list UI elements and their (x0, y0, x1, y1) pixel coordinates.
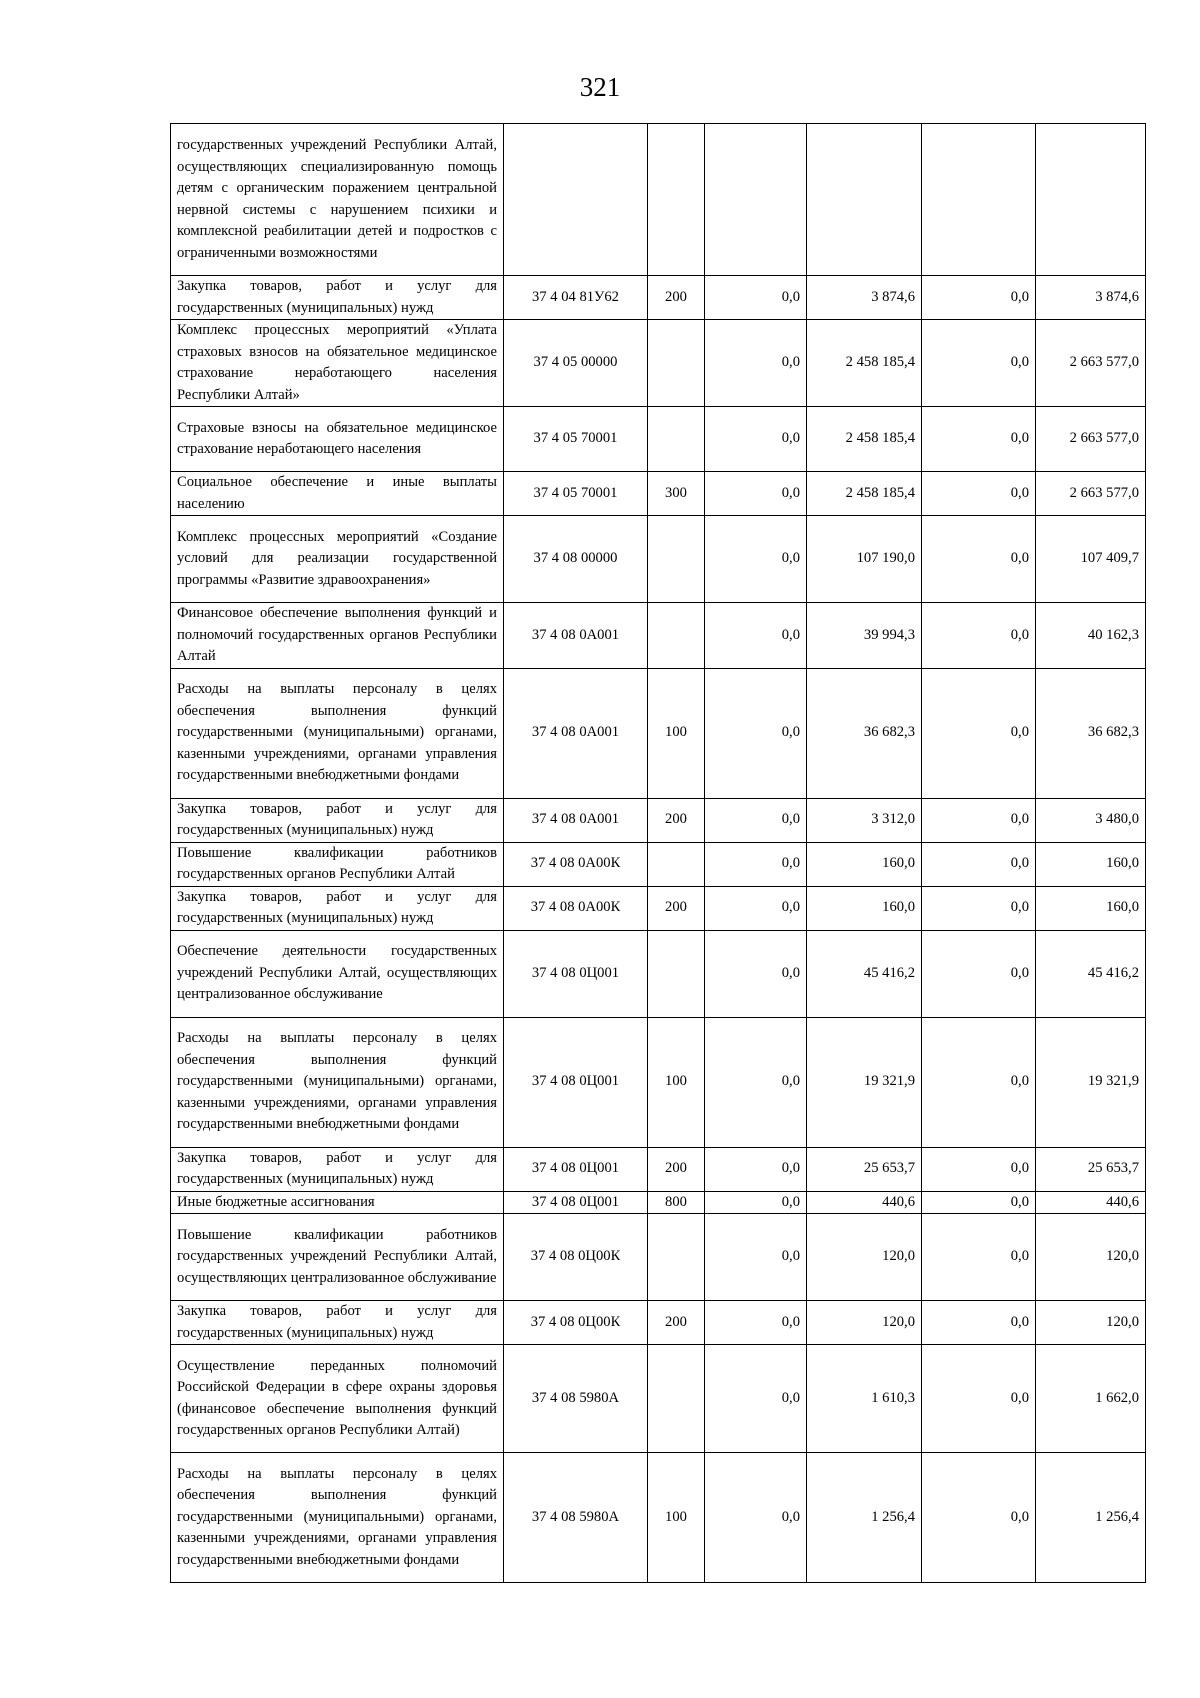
row-expense-type-cell (648, 320, 705, 407)
table-row (171, 798, 1146, 842)
table-row (171, 668, 1146, 798)
row-value-2-cell: 2 458 185,4 (807, 320, 922, 407)
table-row (171, 124, 1146, 276)
row-value-3-cell: 0,0 (922, 1147, 1036, 1191)
row-name-cell: Страховые взносы на обязательное медицинское страхование неработающего населения (171, 407, 504, 472)
row-code-cell: 37 4 08 0А001 (504, 798, 648, 842)
row-code-cell: 37 4 08 0А001 (504, 603, 648, 669)
table-row (171, 1147, 1146, 1191)
row-value-1-cell: 0,0 (705, 320, 807, 407)
row-value-1-cell: 0,0 (705, 1214, 807, 1301)
row-value-2-cell: 2 458 185,4 (807, 472, 922, 516)
row-value-4-cell: 160,0 (1036, 842, 1146, 886)
row-expense-type-cell (648, 930, 705, 1017)
row-value-1-cell: 0,0 (705, 798, 807, 842)
row-value-2-cell: 25 653,7 (807, 1147, 922, 1191)
row-code-cell: 37 4 08 0Ц00К (504, 1214, 648, 1301)
row-value-2-cell: 3 874,6 (807, 276, 922, 320)
row-value-1-cell: 0,0 (705, 276, 807, 320)
row-value-2-cell: 36 682,3 (807, 668, 922, 798)
row-code-cell: 37 4 05 70001 (504, 407, 648, 472)
row-code-cell: 37 4 08 0Ц001 (504, 1147, 648, 1191)
row-expense-type-cell (648, 842, 705, 886)
table-row (171, 407, 1146, 472)
row-code-cell: 37 4 08 0А00К (504, 842, 648, 886)
row-name-cell: Закупка товаров, работ и услуг для государственных (муниципальных) нужд (171, 886, 504, 930)
budget-table (170, 123, 1146, 1583)
row-value-1-cell: 0,0 (705, 1301, 807, 1345)
row-value-1-cell: 0,0 (705, 516, 807, 603)
row-value-2-cell: 1 610,3 (807, 1345, 922, 1453)
row-value-2-cell: 107 190,0 (807, 516, 922, 603)
row-value-4-cell: 2 663 577,0 (1036, 407, 1146, 472)
table-row (171, 1301, 1146, 1345)
row-expense-type-cell: 200 (648, 886, 705, 930)
table-row (171, 1017, 1146, 1147)
row-value-4-cell: 36 682,3 (1036, 668, 1146, 798)
row-name-cell: Повышение квалификации работников государственных учреждений Республики Алтай, осуществляющих централизованное обслуживание (171, 1214, 504, 1301)
row-code-cell: 37 4 08 0Ц001 (504, 1191, 648, 1214)
row-value-1-cell: 0,0 (705, 1191, 807, 1214)
row-value-1-cell: 0,0 (705, 407, 807, 472)
row-value-2-cell: 3 312,0 (807, 798, 922, 842)
row-code-cell: 37 4 04 81У62 (504, 276, 648, 320)
row-value-3-cell: 0,0 (922, 886, 1036, 930)
row-value-4-cell: 120,0 (1036, 1301, 1146, 1345)
row-expense-type-cell: 200 (648, 1147, 705, 1191)
row-value-1-cell: 0,0 (705, 1345, 807, 1453)
row-name-cell: Комплекс процессных мероприятий «Уплата страховых взносов на обязательное медицинское страхование неработающего населения Республики Алтай» (171, 320, 504, 407)
row-name-cell: Социальное обеспечение и иные выплаты населению (171, 472, 504, 516)
row-value-1-cell: 0,0 (705, 472, 807, 516)
row-value-1-cell: 0,0 (705, 886, 807, 930)
row-value-3-cell: 0,0 (922, 1214, 1036, 1301)
row-name-cell: Закупка товаров, работ и услуг для государственных (муниципальных) нужд (171, 276, 504, 320)
table-row (171, 930, 1146, 1017)
row-value-1-cell (705, 124, 807, 276)
row-name-cell: Финансовое обеспечение выполнения функций и полномочий государственных органов Республики Алтай (171, 603, 504, 669)
row-name-cell: Повышение квалификации работников государственных органов Республики Алтай (171, 842, 504, 886)
row-value-3-cell: 0,0 (922, 1453, 1036, 1583)
row-expense-type-cell (648, 1345, 705, 1453)
row-value-4-cell: 160,0 (1036, 886, 1146, 930)
row-expense-type-cell: 100 (648, 1017, 705, 1147)
row-value-3-cell: 0,0 (922, 798, 1036, 842)
row-value-4-cell: 107 409,7 (1036, 516, 1146, 603)
row-value-4-cell: 19 321,9 (1036, 1017, 1146, 1147)
row-code-cell (504, 124, 648, 276)
row-value-2-cell: 160,0 (807, 842, 922, 886)
row-expense-type-cell: 200 (648, 276, 705, 320)
row-value-2-cell (807, 124, 922, 276)
row-value-4-cell: 45 416,2 (1036, 930, 1146, 1017)
row-expense-type-cell: 100 (648, 1453, 705, 1583)
row-value-4-cell: 2 663 577,0 (1036, 472, 1146, 516)
row-expense-type-cell: 200 (648, 1301, 705, 1345)
row-value-4-cell: 120,0 (1036, 1214, 1146, 1301)
row-value-4-cell: 1 662,0 (1036, 1345, 1146, 1453)
row-value-3-cell: 0,0 (922, 668, 1036, 798)
row-expense-type-cell: 800 (648, 1191, 705, 1214)
row-value-1-cell: 0,0 (705, 668, 807, 798)
row-expense-type-cell (648, 603, 705, 669)
row-value-1-cell: 0,0 (705, 1017, 807, 1147)
row-value-2-cell: 45 416,2 (807, 930, 922, 1017)
row-value-3-cell: 0,0 (922, 603, 1036, 669)
row-value-2-cell: 120,0 (807, 1214, 922, 1301)
row-value-4-cell: 40 162,3 (1036, 603, 1146, 669)
row-value-1-cell: 0,0 (705, 1453, 807, 1583)
table-row (171, 472, 1146, 516)
row-value-3-cell: 0,0 (922, 930, 1036, 1017)
row-name-cell: Расходы на выплаты персоналу в целях обеспечения выполнения функций государственными (муниципальными) органами, казенными учреждениями, органами управления государственными внебюджетными фондами (171, 1017, 504, 1147)
row-value-4-cell: 1 256,4 (1036, 1453, 1146, 1583)
row-value-3-cell: 0,0 (922, 1191, 1036, 1214)
row-value-3-cell: 0,0 (922, 276, 1036, 320)
table-row (171, 886, 1146, 930)
row-name-cell: Расходы на выплаты персоналу в целях обеспечения выполнения функций государственными (муниципальными) органами, казенными учреждениями, органами управления государственными внебюджетными фондами (171, 1453, 504, 1583)
table-row (171, 1214, 1146, 1301)
row-value-1-cell: 0,0 (705, 930, 807, 1017)
row-value-4-cell: 2 663 577,0 (1036, 320, 1146, 407)
row-value-3-cell: 0,0 (922, 407, 1036, 472)
budget-table-body (171, 124, 1146, 1583)
row-value-2-cell: 19 321,9 (807, 1017, 922, 1147)
row-value-4-cell: 3 874,6 (1036, 276, 1146, 320)
row-name-cell: Закупка товаров, работ и услуг для государственных (муниципальных) нужд (171, 1147, 504, 1191)
row-value-3-cell: 0,0 (922, 472, 1036, 516)
row-code-cell: 37 4 08 0Ц001 (504, 930, 648, 1017)
row-value-2-cell: 2 458 185,4 (807, 407, 922, 472)
row-expense-type-cell: 300 (648, 472, 705, 516)
row-code-cell: 37 4 08 5980А (504, 1345, 648, 1453)
row-code-cell: 37 4 08 00000 (504, 516, 648, 603)
row-name-cell: Обеспечение деятельности государственных учреждений Республики Алтай, осуществляющих централизованное обслуживание (171, 930, 504, 1017)
row-value-2-cell: 39 994,3 (807, 603, 922, 669)
row-name-cell: Закупка товаров, работ и услуг для государственных (муниципальных) нужд (171, 1301, 504, 1345)
table-row (171, 603, 1146, 669)
page-number: 321 (579, 72, 621, 102)
table-row (171, 516, 1146, 603)
row-value-1-cell: 0,0 (705, 842, 807, 886)
row-code-cell: 37 4 08 0Ц00К (504, 1301, 648, 1345)
table-row (171, 1453, 1146, 1583)
row-name-cell: Осуществление переданных полномочий Российской Федерации в сфере охраны здоровья (финансовое обеспечение выполнения функций государственных органов Республики Алтай) (171, 1345, 504, 1453)
row-value-3-cell (922, 124, 1036, 276)
row-code-cell: 37 4 08 0А001 (504, 668, 648, 798)
row-name-cell: Комплекс процессных мероприятий «Создание условий для реализации государственной программы «Развитие здравоохранения» (171, 516, 504, 603)
row-code-cell: 37 4 08 0Ц001 (504, 1017, 648, 1147)
row-code-cell: 37 4 08 5980А (504, 1453, 648, 1583)
row-name-cell: Закупка товаров, работ и услуг для государственных (муниципальных) нужд (171, 798, 504, 842)
row-value-3-cell: 0,0 (922, 516, 1036, 603)
row-expense-type-cell (648, 516, 705, 603)
row-value-4-cell: 3 480,0 (1036, 798, 1146, 842)
row-value-2-cell: 1 256,4 (807, 1453, 922, 1583)
row-name-cell: Иные бюджетные ассигнования (171, 1191, 504, 1214)
row-expense-type-cell (648, 124, 705, 276)
row-value-3-cell: 0,0 (922, 1017, 1036, 1147)
row-expense-type-cell: 100 (648, 668, 705, 798)
table-row (171, 1191, 1146, 1214)
table-row (171, 320, 1146, 407)
row-value-3-cell: 0,0 (922, 1301, 1036, 1345)
row-value-4-cell: 25 653,7 (1036, 1147, 1146, 1191)
row-expense-type-cell (648, 407, 705, 472)
row-value-3-cell: 0,0 (922, 320, 1036, 407)
row-value-2-cell: 120,0 (807, 1301, 922, 1345)
row-value-4-cell (1036, 124, 1146, 276)
row-name-cell: Расходы на выплаты персоналу в целях обеспечения выполнения функций государственными (муниципальными) органами, казенными учреждениями, органами управления государственными внебюджетными фондами (171, 668, 504, 798)
row-value-2-cell: 440,6 (807, 1191, 922, 1214)
row-value-3-cell: 0,0 (922, 842, 1036, 886)
row-expense-type-cell: 200 (648, 798, 705, 842)
row-value-1-cell: 0,0 (705, 603, 807, 669)
row-value-2-cell: 160,0 (807, 886, 922, 930)
row-value-1-cell: 0,0 (705, 1147, 807, 1191)
row-expense-type-cell (648, 1214, 705, 1301)
row-value-3-cell: 0,0 (922, 1345, 1036, 1453)
table-row (171, 842, 1146, 886)
row-code-cell: 37 4 08 0А00К (504, 886, 648, 930)
table-row (171, 276, 1146, 320)
row-value-4-cell: 440,6 (1036, 1191, 1146, 1214)
row-code-cell: 37 4 05 70001 (504, 472, 648, 516)
row-code-cell: 37 4 05 00000 (504, 320, 648, 407)
row-name-cell: государственных учреждений Республики Алтай, осуществляющих специализированную помощь детям с органическим поражением центральной нервной системы с нарушением психики и комплексной реабилитации детей и подростков с ограниченными возможностями (171, 124, 504, 276)
table-row (171, 1345, 1146, 1453)
